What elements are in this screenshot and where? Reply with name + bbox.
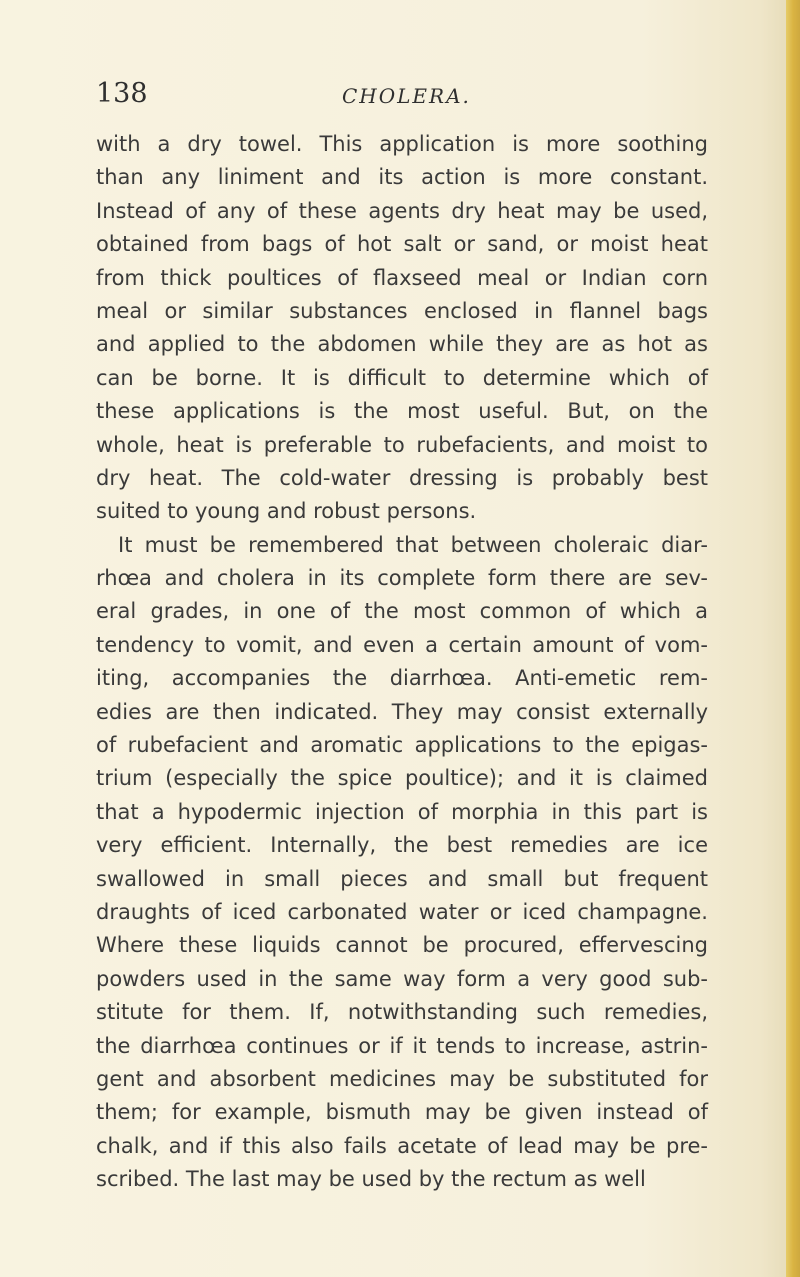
text-line: these applications is the most useful. But, on the <box>96 399 708 424</box>
text-line: Where these liquids cannot be procured, effervescing <box>96 933 708 958</box>
text-line: and applied to the abdomen while they are as hot as <box>96 332 708 357</box>
text-line: swallowed in small pieces and small but frequent <box>96 866 708 891</box>
text-line: rhœa and cholera in its complete form there are sev- <box>96 566 708 591</box>
text-line: can be borne. It is difficult to determine which of <box>96 365 708 390</box>
text-line: suited to young and robust persons. <box>96 499 477 524</box>
text-line: chalk, and if this also fails acetate of lead may be pre- <box>96 1133 708 1158</box>
text-line: trium (especially the spice poultice); and it is claimed <box>96 766 708 791</box>
text-line: eral grades, in one of the most common of which a <box>96 599 708 624</box>
text-line: stitute for them. If, notwithstanding such remedies, <box>96 1000 708 1025</box>
text-line: Instead of any of these agents dry heat may be used, <box>96 198 708 223</box>
text-line: edies are then indicated. They may consist externally <box>96 699 708 724</box>
body-text <box>96 128 708 1197</box>
text-line: scribed. The last may be used by the rectum as well <box>96 1167 646 1192</box>
text-line: whole, heat is preferable to rubefacients, and moist to <box>96 432 708 457</box>
text-line: powders used in the same way form a very good sub- <box>96 966 708 991</box>
text-line: of rubefacient and aromatic applications to the epigas- <box>96 733 708 758</box>
text-line: meal or similar substances enclosed in flannel bags <box>96 298 708 323</box>
text-line: dry heat. The cold-water dressing is probably best <box>96 465 708 490</box>
page-edge <box>786 0 800 1277</box>
running-head: CHOLERA. <box>342 84 471 108</box>
page-header <box>96 78 706 118</box>
text-line: than any liniment and its action is more constant. <box>96 165 708 190</box>
text-line: draughts of iced carbonated water or iced champagne. <box>96 899 708 924</box>
text-line: them; for example, bismuth may be given instead of <box>96 1100 708 1125</box>
text-line: the diarrhœa continues or if it tends to increase, astrin- <box>96 1033 708 1058</box>
text-line: that a hypodermic injection of morphia in this part is <box>96 799 708 824</box>
text-line: It must be remembered that between choleraic diar- <box>118 532 708 557</box>
page-number: 138 <box>96 78 148 109</box>
text-line: tendency to vomit, and even a certain amount of vom- <box>96 632 708 657</box>
text-line: from thick poultices of flaxseed meal or Indian corn <box>96 265 708 290</box>
text-line: very efficient. Internally, the best remedies are ice <box>96 833 708 858</box>
text-line: obtained from bags of hot salt or sand, or moist heat <box>96 232 708 257</box>
text-line: with a dry towel. This application is more soothing <box>96 132 708 156</box>
text-line: iting, accompanies the diarrhœa. Anti-emetic rem- <box>96 666 708 691</box>
text-line: gent and absorbent medicines may be substituted for <box>96 1066 708 1091</box>
